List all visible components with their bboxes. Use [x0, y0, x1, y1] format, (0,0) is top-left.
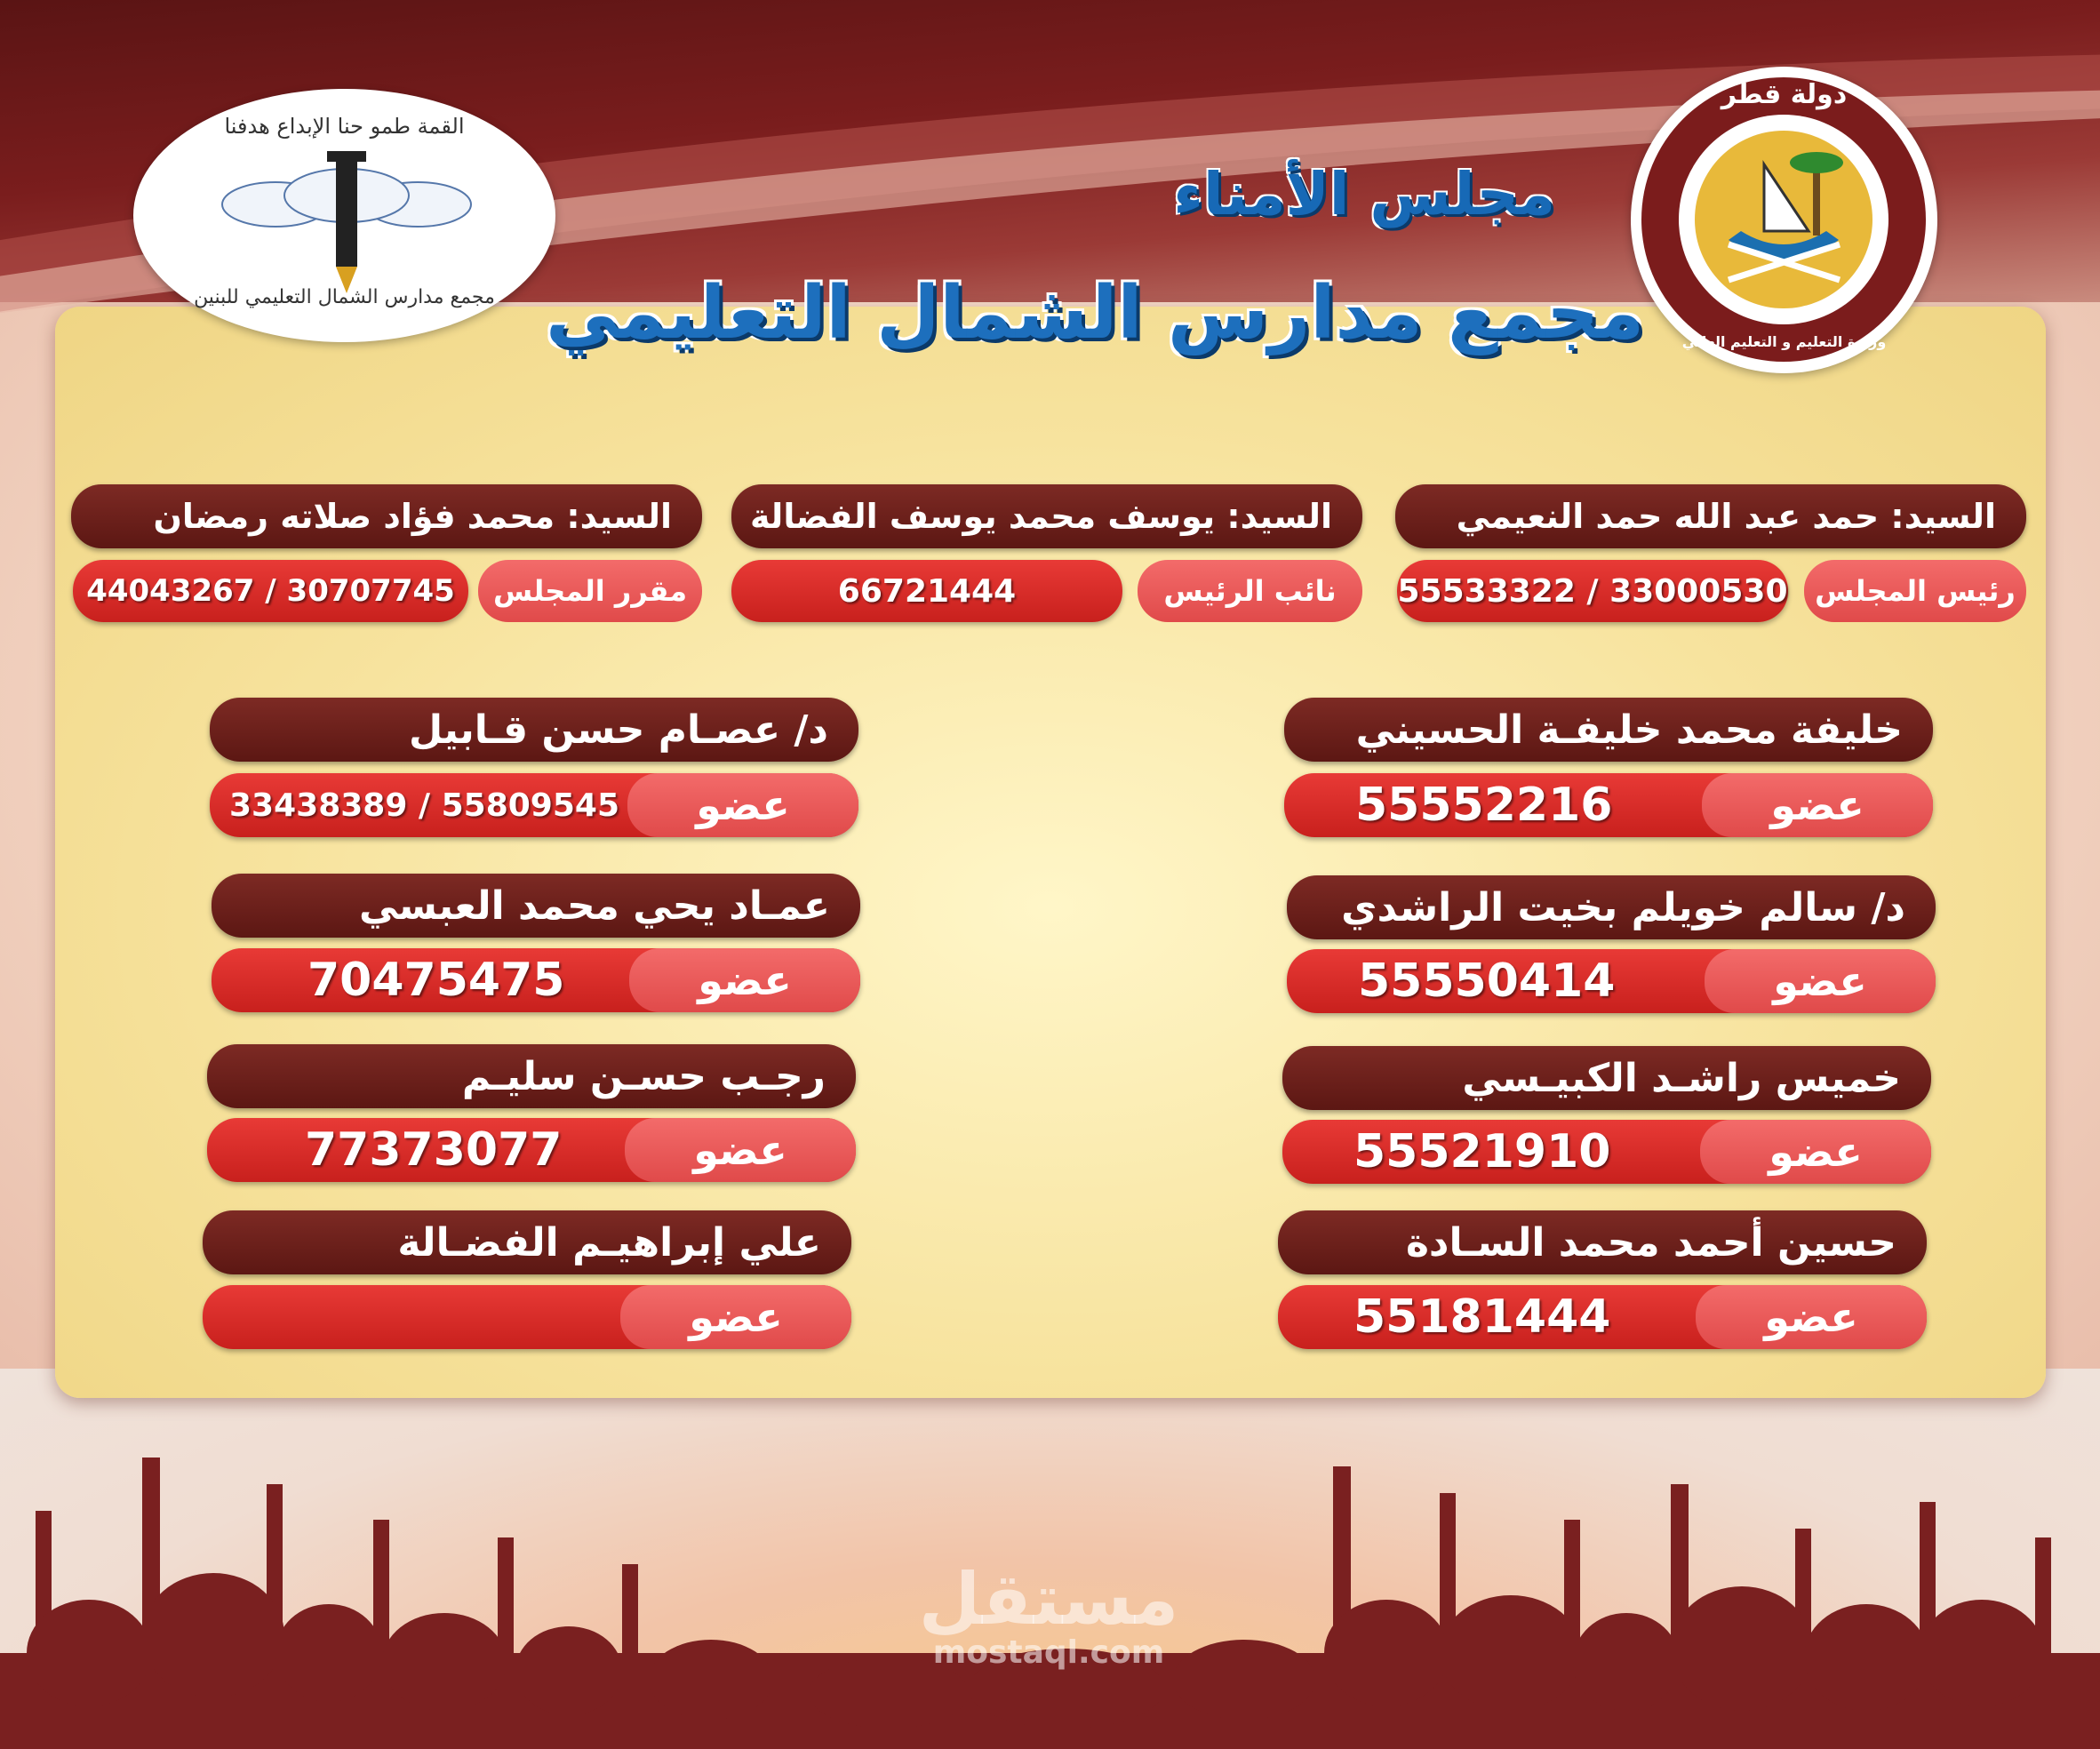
watermark [915, 1558, 1182, 1671]
school-logo-name: مجمع مدارس الشمال التعليمي للبنين [194, 286, 495, 308]
member-name: علي إبراهيـم الفضـالة [203, 1210, 851, 1274]
school-logo-slogan: القمة طمو حنا الإبداع هدفنا [224, 114, 465, 139]
leader-name-chairman: السيد: حمد عبد الله حمد النعيمي [1395, 484, 2026, 548]
member-role: عضو [620, 1285, 851, 1349]
phone-number: 44043267 / 30707745 [86, 573, 455, 609]
member-role: عضو [625, 1118, 856, 1182]
leader-role-chairman: رئيس المجلس [1804, 560, 2026, 622]
watermark-arabic: مستقل [918, 1558, 1179, 1641]
state-emblem [1631, 67, 1937, 373]
member-role: عضو [1705, 949, 1936, 1013]
watermark-latin: mostaql.com [932, 1634, 1165, 1671]
phone-number: 55181444 [1353, 1290, 1611, 1344]
phone-number: 70475475 [307, 954, 565, 1007]
phone-number: 33438389 / 55809545 [229, 787, 619, 824]
member-name: د/ عصـام حسن قـابيل [210, 698, 858, 762]
phone-number: 66721444 [837, 572, 1017, 610]
emblem-bottom-text: وزارة التعليم و التعليم العالي [1681, 333, 1887, 350]
emblem-top-text: دولة قطر [1721, 79, 1848, 110]
phone-number: 55533322 / 33000530 [1397, 572, 1788, 610]
complex-title: مجمع مدارس الشمال التعليمي [546, 271, 1644, 355]
member-role: عضو [629, 948, 860, 1012]
phone-number: 55521910 [1353, 1125, 1611, 1178]
emblem-icon [1631, 67, 1937, 373]
member-name: خميس راشـد الكبيـسي [1282, 1046, 1931, 1110]
phone-number: 77373077 [305, 1123, 563, 1177]
member-name: عمـاد يحي محمد العبسي [212, 874, 860, 938]
leader-phone-rapporteur [73, 560, 468, 622]
phone-number: 55550414 [1358, 954, 1616, 1008]
phone-number: 55552216 [1355, 779, 1613, 832]
leader-phone-vice [731, 560, 1122, 622]
leader-name-vice: السيد: يوسف محمد يوسف الفضالة [731, 484, 1362, 548]
board-title: مجلس الأمناء [1173, 160, 1555, 228]
member-role: عضو [1696, 1285, 1927, 1349]
member-name: خليفة محمد خليفـة الحسيني [1284, 698, 1933, 762]
member-role: عضو [627, 773, 858, 837]
member-name: رجـب حسـن سليـم [207, 1044, 856, 1108]
leader-name-rapporteur: السيد: محمد فؤاد صلاته رمضان [71, 484, 702, 548]
member-name: د/ سالم خويلم بخيت الراشدي [1287, 875, 1936, 939]
member-role: عضو [1700, 1120, 1931, 1184]
leader-phone-chairman [1397, 560, 1788, 622]
leader-role-vice: نائب الرئيس [1138, 560, 1362, 622]
member-role: عضو [1702, 773, 1933, 837]
leader-role-rapporteur: مقرر المجلس [478, 560, 702, 622]
member-name: حسين أحمد محمد السـادة [1278, 1210, 1927, 1274]
school-logo [133, 89, 555, 342]
